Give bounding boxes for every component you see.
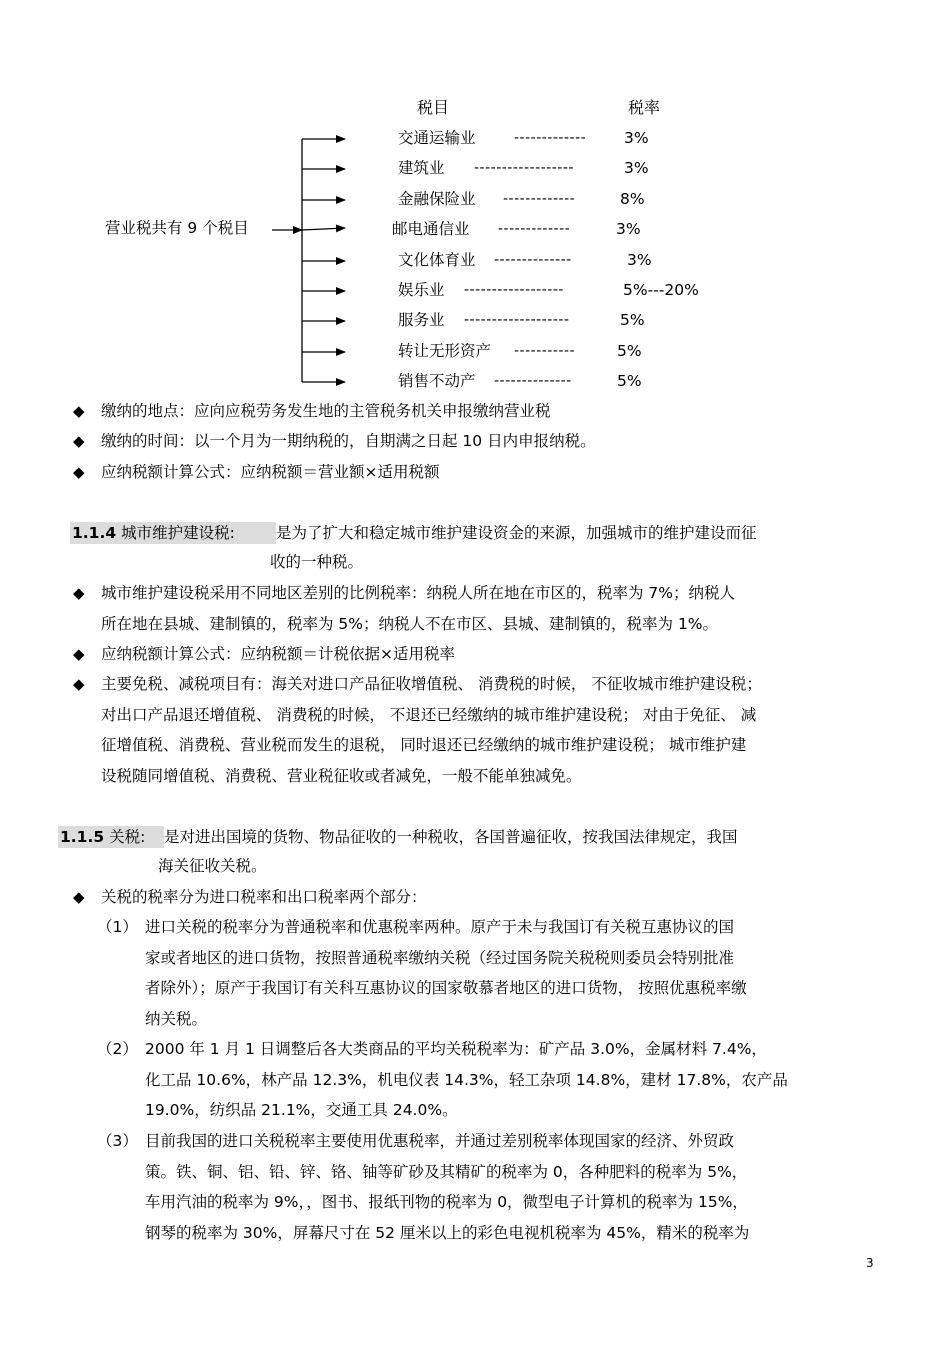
tax-item-label: 邮电通信业 [392,220,470,238]
bullet-text-line: 应纳税额计算公式：应纳税额＝计税依据×适用税率 [101,645,455,663]
bullet-diamond-icon: ◆ [73,402,85,420]
section-number: 1.1.4 [72,524,117,542]
bullet-text: 缴纳的时间：以一个月为一期纳税的，自期满之日起 10 日内申报纳税。 [101,432,596,450]
item-text-line: 者除外）；原产于我国订有关科互惠协议的国家敬慕者地区的进口货物， 按照优惠税率缴 [145,979,747,997]
header-rate: 税率 [628,98,661,117]
section-115-heading [60,827,145,847]
tax-item-label: 转让无形资产 [398,342,492,360]
item-text-line: 车用汽油的税率为 9%，，图书、报纸刊物的税率为 0，微型电子计算机的税率为 15%， [145,1193,748,1211]
tax-item-dashes: ----------- [514,343,576,359]
bullet-diamond-icon: ◆ [73,888,85,906]
tax-item-label: 服务业 [398,311,445,329]
section-114-heading [72,523,235,543]
tax-item-dashes: -------------- [494,252,572,268]
section-title: 城市维护建设税: [121,524,235,542]
tax-item-rate: 3% [624,129,649,147]
tax-item-dashes: ------------- [503,191,576,207]
bullet-text-line: 所在地在县城、建制镇的，税率为 5%；纳税人不在市区、县城、建制镇的，税率为 1%。 [101,614,719,633]
tax-item-label: 交通运输业 [398,129,476,147]
tax-item-rate: 5%---20% [623,281,699,299]
tax-item-label: 文化体育业 [398,251,476,269]
tax-item-dashes: ------------- [498,221,571,237]
page-number: 3 [866,1256,874,1270]
section-desc-line1: 是为了扩大和稳定城市维护建设资金的来源，加强城市的维护建设而征 [276,524,757,542]
bullet-text: 缴纳的地点：应向应税劳务发生地的主管税务机关申报缴纳营业税 [101,402,551,420]
tax-item-label: 建筑业 [398,159,445,177]
item-text-line: 策。铁、铜、铝、铅、锌、铬、铀等矿砂及其精矿的税率为 0，各种肥料的税率为 5%， [145,1163,748,1181]
tax-item-label: 销售不动产 [398,372,476,390]
tree-branch-arrow [302,228,345,230]
section-desc-line2: 海关征收关税。 [158,857,267,875]
bullet-diamond-icon: ◆ [73,463,85,481]
bullet-text-line: 主要免税、减税项目有：海关对进口产品征收增值税、 消费税的时候， 不征收城市维护建设税； [101,675,762,693]
item-number: （3） [97,1132,138,1150]
tax-item-rate: 8% [620,190,645,208]
bullet-diamond-icon: ◆ [73,584,85,602]
item-number: （1） [97,918,138,936]
tax-item-rate: 5% [620,311,645,329]
section-desc-line2: 收的一种税。 [270,553,364,571]
bullet-diamond-icon: ◆ [73,432,85,450]
section-title: 关税: [109,828,146,846]
item-number: （2） [97,1040,138,1058]
item-text-line: 进口关税的税率分为普通税率和优惠税率两种。原产于未与我国订有关税互惠协议的国 [145,918,735,936]
root-label: 营业税共有 9 个税目 [105,219,249,237]
tax-item-label: 金融保险业 [398,190,476,208]
header-item: 税目 [417,98,450,117]
tax-item-label: 娱乐业 [398,281,445,299]
tax-item-dashes: ------------- [514,130,587,146]
bullet-text: 应纳税额计算公式：应纳税额＝营业额×适用税额 [101,463,440,481]
tax-item-dashes: -------------- [494,373,572,389]
tax-item-dashes: ------------------ [464,282,564,298]
section-number: 1.1.5 [60,828,105,846]
item-text-line: 纳关税。 [145,1010,208,1028]
item-text-line: 2000 年 1 月 1 日调整后各大类商品的平均关税税率为：矿产品 3.0%，金属材料 7.4%， [145,1040,767,1058]
item-text-line: 钢琴的税率为 30%，屏幕尺寸在 52 厘米以上的彩色电视机税率为 45%，精米的税率为 [145,1224,750,1242]
bullet-diamond-icon: ◆ [73,675,85,693]
bullet-text-line: 城市维护建设税采用不同地区差别的比例税率：纳税人所在地在市区的，税率为 7%；纳税人 [101,584,736,602]
item-text-line: 19.0%，纺织品 21.1%，交通工具 24.0%。 [145,1101,458,1119]
tax-item-dashes: ------------------- [464,312,570,328]
bullet-text-line: 征增值税、消费税、营业税而发生的退税， 同时退还已经缴纳的城市维护建设税； 城市维护建 [101,736,747,754]
tax-item-rate: 3% [616,220,641,238]
tariff-bullet-text: 关税的税率分为进口税率和出口税率两个部分： [101,888,427,906]
tax-item-rate: 5% [617,372,642,390]
tax-item-rate: 5% [617,342,642,360]
tax-item-rate: 3% [624,159,649,177]
tax-item-dashes: ------------------ [474,160,574,176]
bullet-text-line: 设税随同增值税、消费税、营业税征收或者减免，一般不能单独减免。 [101,766,582,785]
item-text-line: 家或者地区的进口货物，按照普通税率缴纳关税（经过国务院关税税则委员会特别批准 [145,949,735,967]
tax-item-rate: 3% [627,251,652,269]
section-desc-line1: 是对进出国境的货物、物品征收的一种税收，各国普遍征收，按我国法律规定，我国 [164,828,738,846]
bullet-text-line: 对出口产品退还增值税、 消费税的时候， 不退还已经缴纳的城市维护建设税； 对由于免征、 减 [101,705,757,724]
item-text-line: 目前我国的进口关税税率主要使用优惠税率，并通过差别税率体现国家的经济、外贸政 [145,1132,735,1150]
item-text-line: 化工品 10.6%，林产品 12.3%，机电仪表 14.3%，轻工杂项 14.8%，建材 17.8%，农产品 [145,1071,788,1089]
bullet-diamond-icon: ◆ [73,645,85,663]
